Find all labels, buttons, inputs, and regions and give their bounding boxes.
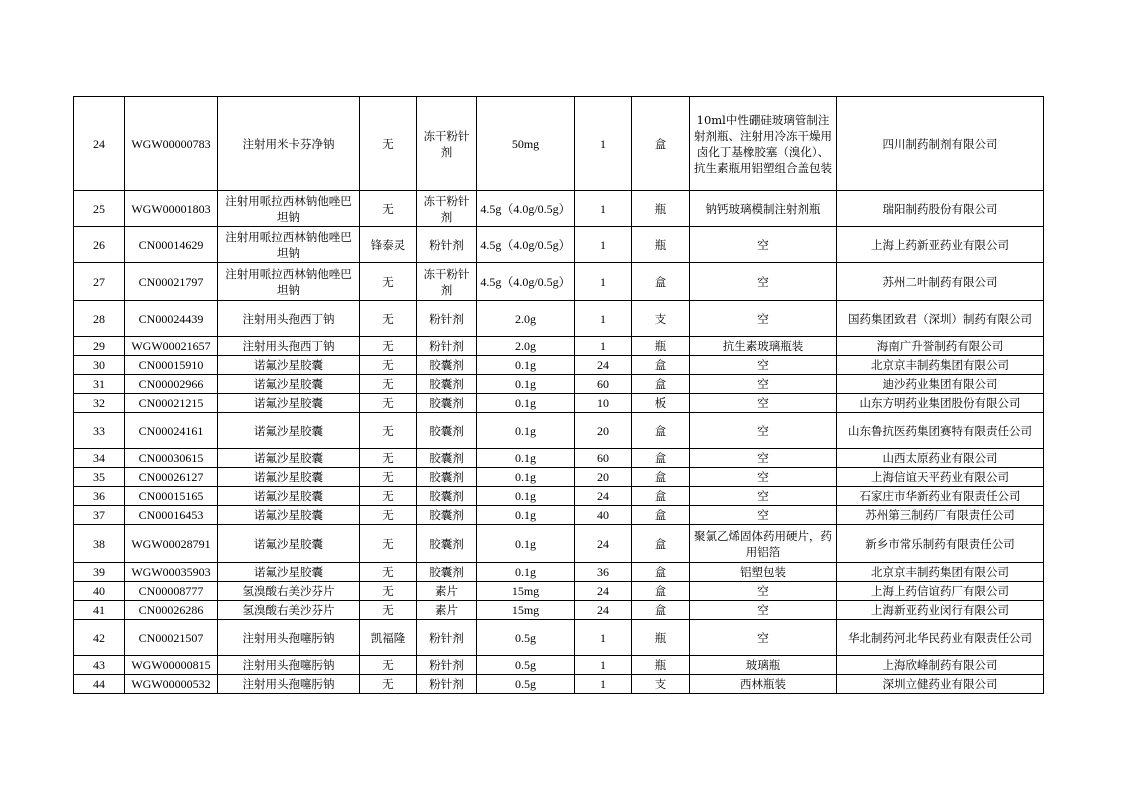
drug-code-cell: WGW00000532 <box>125 675 218 694</box>
manufacturer-cell: 山西太原药业有限公司 <box>837 449 1044 468</box>
packaging-cell: 玻璃瓶 <box>690 656 837 675</box>
quantity-cell: 20 <box>575 468 632 487</box>
quantity-cell: 60 <box>575 449 632 468</box>
packaging-cell: 抗生素玻璃瓶装 <box>690 337 837 356</box>
trade-name-cell: 无 <box>360 506 417 525</box>
packaging-cell: 聚氯乙烯固体药用硬片，药用铝箔 <box>690 525 837 563</box>
trade-name-cell: 凯福隆 <box>360 620 417 656</box>
table-row <box>74 301 1044 337</box>
unit-cell: 板 <box>632 394 690 413</box>
packaging-cell: 空 <box>690 582 837 601</box>
trade-name-cell: 无 <box>360 356 417 375</box>
drug-code-cell: CN00015910 <box>125 356 218 375</box>
drug-code-cell: CN00026286 <box>125 601 218 620</box>
row-number-cell: 28 <box>74 301 125 337</box>
row-number-cell: 26 <box>74 227 125 263</box>
dosage-form-cell: 胶囊剂 <box>417 468 477 487</box>
drug-code-cell: WGW00028791 <box>125 525 218 563</box>
specification-cell: 2.0g <box>477 301 575 337</box>
unit-cell: 支 <box>632 301 690 337</box>
quantity-cell: 1 <box>575 620 632 656</box>
drug-list-table <box>73 96 1044 694</box>
row-number-cell: 42 <box>74 620 125 656</box>
dosage-form-cell: 素片 <box>417 582 477 601</box>
row-number-cell: 33 <box>74 413 125 449</box>
unit-cell: 瓶 <box>632 191 690 227</box>
drug-name-cell: 氢溴酸右美沙芬片 <box>218 601 360 620</box>
quantity-cell: 36 <box>575 563 632 582</box>
quantity-cell: 40 <box>575 506 632 525</box>
trade-name-cell: 无 <box>360 601 417 620</box>
drug-name-cell: 注射用头孢噻肟钠 <box>218 675 360 694</box>
packaging-cell: 空 <box>690 301 837 337</box>
manufacturer-cell: 新乡市常乐制药有限责任公司 <box>837 525 1044 563</box>
unit-cell: 盒 <box>632 449 690 468</box>
drug-code-cell: CN00008777 <box>125 582 218 601</box>
dosage-form-cell: 粉针剂 <box>417 227 477 263</box>
row-number-cell: 36 <box>74 487 125 506</box>
trade-name-cell: 无 <box>360 449 417 468</box>
row-number-cell: 29 <box>74 337 125 356</box>
packaging-cell: 空 <box>690 449 837 468</box>
quantity-cell: 24 <box>575 356 632 375</box>
drug-name-cell: 诺氟沙星胶囊 <box>218 356 360 375</box>
trade-name-cell: 无 <box>360 525 417 563</box>
row-number-cell: 34 <box>74 449 125 468</box>
manufacturer-cell: 上海新亚药业闵行有限公司 <box>837 601 1044 620</box>
dosage-form-cell: 冻干粉针剂 <box>417 263 477 301</box>
row-number-cell: 41 <box>74 601 125 620</box>
trade-name-cell: 无 <box>360 263 417 301</box>
specification-cell: 0.5g <box>477 675 575 694</box>
unit-cell: 盒 <box>632 356 690 375</box>
unit-cell: 盒 <box>632 563 690 582</box>
unit-cell: 盒 <box>632 601 690 620</box>
drug-code-cell: CN00030615 <box>125 449 218 468</box>
dosage-form-cell: 粉针剂 <box>417 337 477 356</box>
manufacturer-cell: 苏州第三制药厂有限责任公司 <box>837 506 1044 525</box>
packaging-cell: 空 <box>690 487 837 506</box>
unit-cell: 支 <box>632 675 690 694</box>
manufacturer-cell: 北京京丰制药集团有限公司 <box>837 356 1044 375</box>
dosage-form-cell: 粉针剂 <box>417 656 477 675</box>
specification-cell: 0.5g <box>477 620 575 656</box>
drug-code-cell: CN00015165 <box>125 487 218 506</box>
row-number-cell: 43 <box>74 656 125 675</box>
quantity-cell: 1 <box>575 191 632 227</box>
trade-name-cell: 无 <box>360 191 417 227</box>
drug-name-cell: 注射用头孢西丁钠 <box>218 337 360 356</box>
manufacturer-cell: 上海欣峰制药有限公司 <box>837 656 1044 675</box>
drug-code-cell: CN00016453 <box>125 506 218 525</box>
unit-cell: 盒 <box>632 263 690 301</box>
drug-code-cell: CN00021507 <box>125 620 218 656</box>
specification-cell: 15mg <box>477 601 575 620</box>
specification-cell: 15mg <box>477 582 575 601</box>
specification-cell: 50mg <box>477 97 575 191</box>
table-row <box>74 413 1044 449</box>
table-row <box>74 525 1044 563</box>
quantity-cell: 24 <box>575 601 632 620</box>
table-row <box>74 375 1044 394</box>
manufacturer-cell: 瑞阳制药股份有限公司 <box>837 191 1044 227</box>
unit-cell: 盒 <box>632 375 690 394</box>
quantity-cell: 1 <box>575 97 632 191</box>
drug-name-cell: 诺氟沙星胶囊 <box>218 525 360 563</box>
manufacturer-cell: 深圳立健药业有限公司 <box>837 675 1044 694</box>
manufacturer-cell: 苏州二叶制药有限公司 <box>837 263 1044 301</box>
drug-name-cell: 注射用米卡芬净钠 <box>218 97 360 191</box>
dosage-form-cell: 胶囊剂 <box>417 394 477 413</box>
trade-name-cell: 无 <box>360 468 417 487</box>
trade-name-cell: 无 <box>360 375 417 394</box>
row-number-cell: 31 <box>74 375 125 394</box>
row-number-cell: 25 <box>74 191 125 227</box>
table-row <box>74 656 1044 675</box>
drug-code-cell: CN00021797 <box>125 263 218 301</box>
manufacturer-cell: 迪沙药业集团有限公司 <box>837 375 1044 394</box>
dosage-form-cell: 素片 <box>417 601 477 620</box>
drug-code-cell: WGW00000783 <box>125 97 218 191</box>
packaging-cell: 空 <box>690 601 837 620</box>
row-number-cell: 30 <box>74 356 125 375</box>
quantity-cell: 10 <box>575 394 632 413</box>
table-row <box>74 620 1044 656</box>
quantity-cell: 20 <box>575 413 632 449</box>
trade-name-cell: 无 <box>360 301 417 337</box>
row-number-cell: 44 <box>74 675 125 694</box>
manufacturer-cell: 四川制药制剂有限公司 <box>837 97 1044 191</box>
drug-code-cell: CN00024161 <box>125 413 218 449</box>
packaging-cell: 钠钙玻璃模制注射剂瓶 <box>690 191 837 227</box>
unit-cell: 瓶 <box>632 656 690 675</box>
unit-cell: 盒 <box>632 487 690 506</box>
dosage-form-cell: 冻干粉针剂 <box>417 191 477 227</box>
specification-cell: 0.1g <box>477 506 575 525</box>
quantity-cell: 24 <box>575 582 632 601</box>
drug-name-cell: 注射用哌拉西林钠他唑巴坦钠 <box>218 263 360 301</box>
drug-name-cell: 注射用头孢噻肟钠 <box>218 656 360 675</box>
manufacturer-cell: 国药集团致君（深圳）制药有限公司 <box>837 301 1044 337</box>
unit-cell: 瓶 <box>632 337 690 356</box>
drug-code-cell: CN00014629 <box>125 227 218 263</box>
trade-name-cell: 无 <box>360 97 417 191</box>
unit-cell: 盒 <box>632 413 690 449</box>
drug-name-cell: 诺氟沙星胶囊 <box>218 375 360 394</box>
packaging-cell: 空 <box>690 506 837 525</box>
packaging-cell: 西林瓶装 <box>690 675 837 694</box>
table-row <box>74 563 1044 582</box>
manufacturer-cell: 上海上药信谊药厂有限公司 <box>837 582 1044 601</box>
packaging-cell: 10ml中性硼硅玻璃管制注射剂瓶、注射用冷冻干燥用卤化丁基橡胶塞（溴化）、抗生素瓶用铝塑组合盖包装 <box>690 97 837 191</box>
drug-code-cell: CN00024439 <box>125 301 218 337</box>
row-number-cell: 37 <box>74 506 125 525</box>
table-row <box>74 601 1044 620</box>
specification-cell: 4.5g（4.0g/0.5g） <box>477 191 575 227</box>
drug-name-cell: 注射用哌拉西林钠他唑巴坦钠 <box>218 227 360 263</box>
dosage-form-cell: 胶囊剂 <box>417 356 477 375</box>
row-number-cell: 27 <box>74 263 125 301</box>
trade-name-cell: 无 <box>360 675 417 694</box>
packaging-cell: 空 <box>690 413 837 449</box>
dosage-form-cell: 胶囊剂 <box>417 506 477 525</box>
packaging-cell: 空 <box>690 468 837 487</box>
drug-code-cell: WGW00001803 <box>125 191 218 227</box>
specification-cell: 4.5g（4.0g/0.5g） <box>477 263 575 301</box>
manufacturer-cell: 北京京丰制药集团有限公司 <box>837 563 1044 582</box>
drug-code-cell: WGW00000815 <box>125 656 218 675</box>
trade-name-cell: 无 <box>360 413 417 449</box>
drug-name-cell: 氢溴酸右美沙芬片 <box>218 582 360 601</box>
specification-cell: 0.1g <box>477 468 575 487</box>
specification-cell: 0.1g <box>477 525 575 563</box>
dosage-form-cell: 胶囊剂 <box>417 487 477 506</box>
unit-cell: 瓶 <box>632 620 690 656</box>
quantity-cell: 1 <box>575 675 632 694</box>
specification-cell: 0.1g <box>477 375 575 394</box>
dosage-form-cell: 胶囊剂 <box>417 375 477 394</box>
unit-cell: 瓶 <box>632 227 690 263</box>
table-row <box>74 394 1044 413</box>
drug-code-cell: CN00026127 <box>125 468 218 487</box>
packaging-cell: 空 <box>690 394 837 413</box>
manufacturer-cell: 石家庄市华新药业有限责任公司 <box>837 487 1044 506</box>
packaging-cell: 空 <box>690 356 837 375</box>
drug-name-cell: 诺氟沙星胶囊 <box>218 449 360 468</box>
manufacturer-cell: 海南广升誉制药有限公司 <box>837 337 1044 356</box>
table-row <box>74 582 1044 601</box>
unit-cell: 盒 <box>632 468 690 487</box>
specification-cell: 0.1g <box>477 449 575 468</box>
trade-name-cell: 无 <box>360 582 417 601</box>
table-row <box>74 675 1044 694</box>
unit-cell: 盒 <box>632 97 690 191</box>
table-row <box>74 337 1044 356</box>
trade-name-cell: 锋泰灵 <box>360 227 417 263</box>
trade-name-cell: 无 <box>360 337 417 356</box>
manufacturer-cell: 山东方明药业集团股份有限公司 <box>837 394 1044 413</box>
manufacturer-cell: 上海信谊天平药业有限公司 <box>837 468 1044 487</box>
dosage-form-cell: 胶囊剂 <box>417 525 477 563</box>
specification-cell: 0.1g <box>477 394 575 413</box>
specification-cell: 0.5g <box>477 656 575 675</box>
unit-cell: 盒 <box>632 525 690 563</box>
trade-name-cell: 无 <box>360 487 417 506</box>
table-row <box>74 227 1044 263</box>
quantity-cell: 24 <box>575 525 632 563</box>
quantity-cell: 1 <box>575 263 632 301</box>
table-row <box>74 263 1044 301</box>
manufacturer-cell: 华北制药河北华民药业有限责任公司 <box>837 620 1044 656</box>
unit-cell: 盒 <box>632 506 690 525</box>
packaging-cell: 空 <box>690 227 837 263</box>
unit-cell: 盒 <box>632 582 690 601</box>
drug-name-cell: 诺氟沙星胶囊 <box>218 468 360 487</box>
drug-name-cell: 诺氟沙星胶囊 <box>218 487 360 506</box>
quantity-cell: 1 <box>575 656 632 675</box>
packaging-cell: 铝塑包装 <box>690 563 837 582</box>
drug-name-cell: 注射用头孢西丁钠 <box>218 301 360 337</box>
drug-code-cell: WGW00035903 <box>125 563 218 582</box>
table-row <box>74 449 1044 468</box>
specification-cell: 2.0g <box>477 337 575 356</box>
manufacturer-cell: 上海上药新亚药业有限公司 <box>837 227 1044 263</box>
trade-name-cell: 无 <box>360 656 417 675</box>
table-row <box>74 356 1044 375</box>
dosage-form-cell: 冻干粉针剂 <box>417 97 477 191</box>
dosage-form-cell: 粉针剂 <box>417 675 477 694</box>
dosage-form-cell: 胶囊剂 <box>417 449 477 468</box>
packaging-cell: 空 <box>690 263 837 301</box>
quantity-cell: 1 <box>575 301 632 337</box>
quantity-cell: 60 <box>575 375 632 394</box>
dosage-form-cell: 粉针剂 <box>417 301 477 337</box>
drug-name-cell: 注射用哌拉西林钠他唑巴坦钠 <box>218 191 360 227</box>
quantity-cell: 1 <box>575 337 632 356</box>
specification-cell: 4.5g（4.0g/0.5g） <box>477 227 575 263</box>
trade-name-cell: 无 <box>360 563 417 582</box>
quantity-cell: 24 <box>575 487 632 506</box>
drug-code-cell: CN00002966 <box>125 375 218 394</box>
table-row <box>74 506 1044 525</box>
drug-name-cell: 诺氟沙星胶囊 <box>218 394 360 413</box>
quantity-cell: 1 <box>575 227 632 263</box>
specification-cell: 0.1g <box>477 356 575 375</box>
drug-code-cell: CN00021215 <box>125 394 218 413</box>
row-number-cell: 38 <box>74 525 125 563</box>
row-number-cell: 35 <box>74 468 125 487</box>
drug-code-cell: WGW00021657 <box>125 337 218 356</box>
specification-cell: 0.1g <box>477 487 575 506</box>
specification-cell: 0.1g <box>477 563 575 582</box>
row-number-cell: 40 <box>74 582 125 601</box>
manufacturer-cell: 山东鲁抗医药集团赛特有限责任公司 <box>837 413 1044 449</box>
drug-name-cell: 注射用头孢噻肟钠 <box>218 620 360 656</box>
row-number-cell: 32 <box>74 394 125 413</box>
packaging-cell: 空 <box>690 375 837 394</box>
table-row <box>74 97 1044 191</box>
drug-name-cell: 诺氟沙星胶囊 <box>218 413 360 449</box>
table-row <box>74 468 1044 487</box>
trade-name-cell: 无 <box>360 394 417 413</box>
drug-name-cell: 诺氟沙星胶囊 <box>218 506 360 525</box>
dosage-form-cell: 胶囊剂 <box>417 563 477 582</box>
table-row <box>74 191 1044 227</box>
row-number-cell: 24 <box>74 97 125 191</box>
dosage-form-cell: 胶囊剂 <box>417 413 477 449</box>
row-number-cell: 39 <box>74 563 125 582</box>
specification-cell: 0.1g <box>477 413 575 449</box>
drug-name-cell: 诺氟沙星胶囊 <box>218 563 360 582</box>
dosage-form-cell: 粉针剂 <box>417 620 477 656</box>
packaging-cell: 空 <box>690 620 837 656</box>
table-row <box>74 487 1044 506</box>
